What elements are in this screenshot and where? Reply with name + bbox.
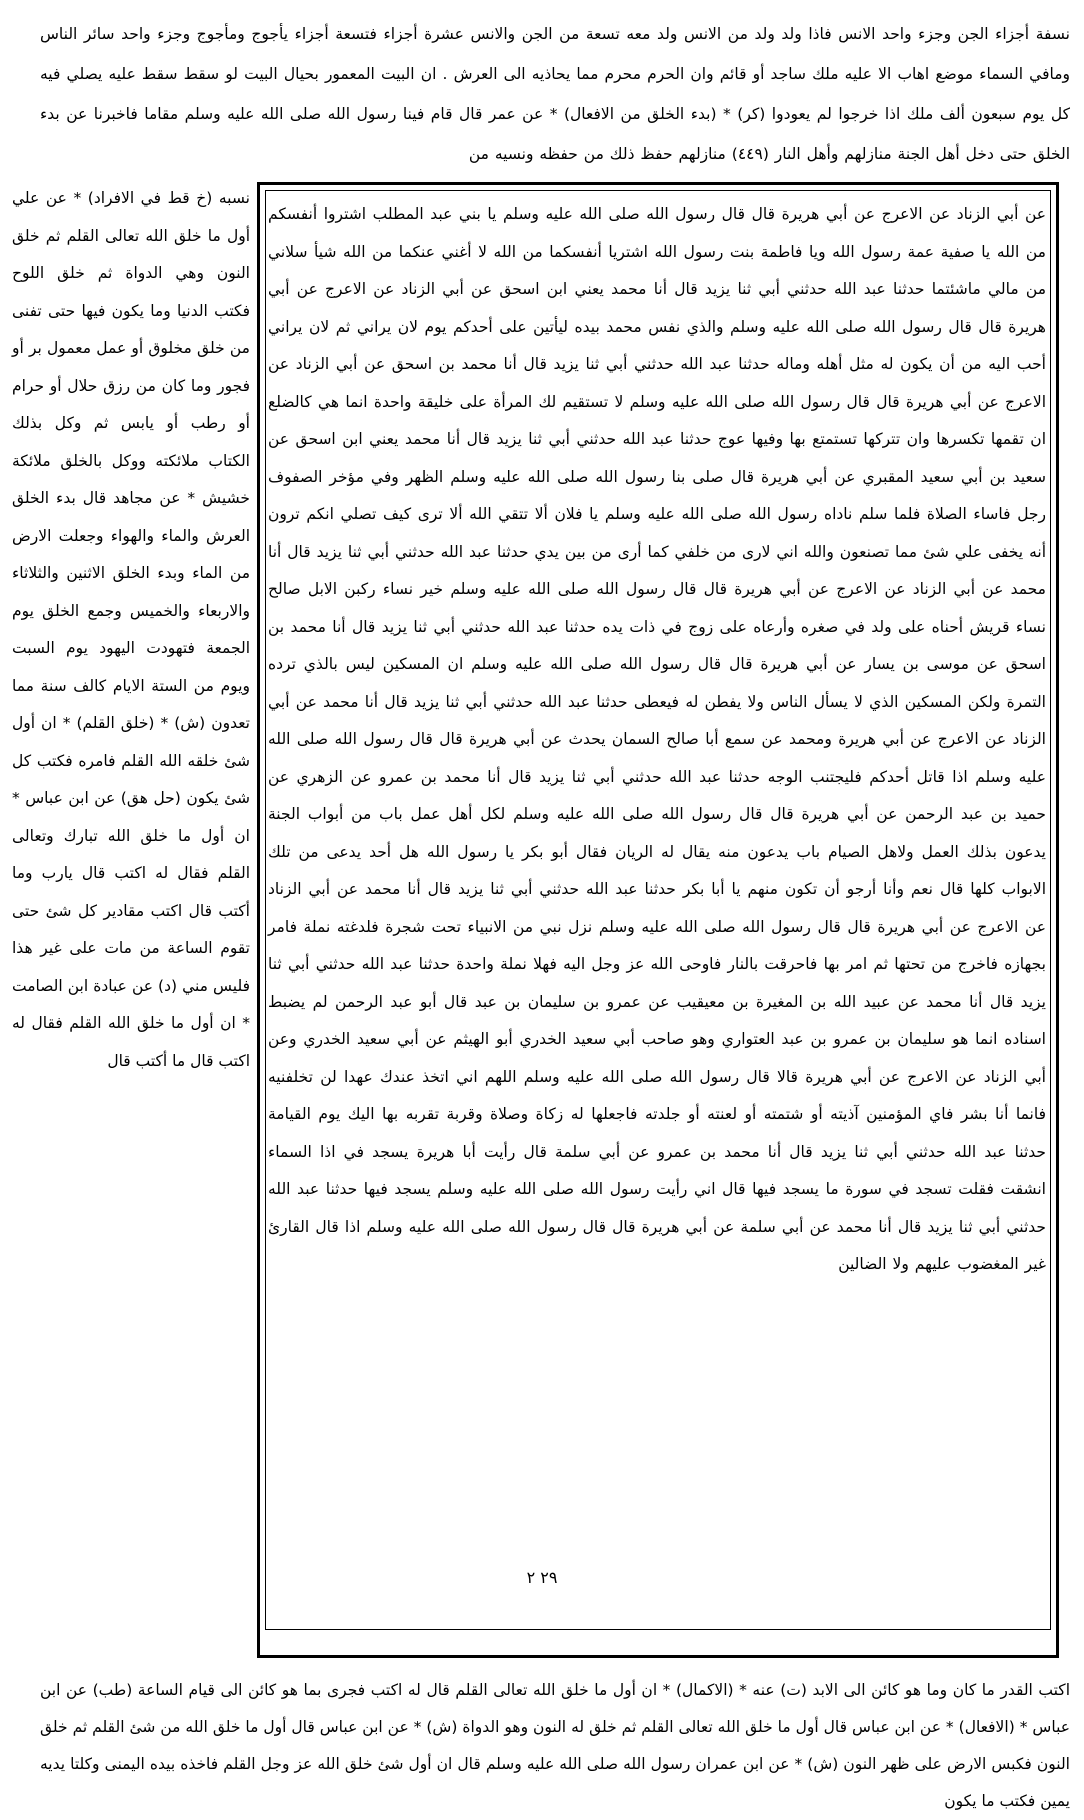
- bottom-commentary-text: اكتب القدر ما كان وما هو كائن الى الابد (ت) عنه * (الاكمال) * ان أول ما خلق الله تعالى القلم قال له اكتب فجرى بما هو كائن الى قيام الساعة (طب) عن ابن عباس * (الافعال) * عن ابن عباس قال أول ما خلق الله تعالى القلم ثم خلق له النون وهو الدواة (ش) * عن ابن عباس قال أول ما خلق الله من شئ القلم ثم خلق النون فكبس الارض على ظهر النون (ش) * عن ابن عمران رسول الله صلى الله عليه وسلم قال ان أول شئ خلق الله عز وجل القلم فاخذه بيده اليمنى وكلتا يديه يمين فكتب ما يكون: [40, 1681, 1070, 1810]
- margin-commentary-text: نسبه (خ قط في الافراد) * عن علي أول ما خلق الله تعالى القلم ثم خلق النون وهي الدواة ثم خلق اللوح فكتب الدنيا وما يكون فيها حتى تفنى من خلق مخلوق أو عمل معمول بر أو فجور وما كان من رزق حلال أو حرام أو رطب أو يابس ثم وكل بذلك الكتاب ملائكته ووكل بالخلق ملائكة خشيش * عن مجاهد قال بدء الخلق العرش والماء والهواء وجعلت الارض من الماء وبدء الخلق الاثنين والثلاثاء والاربعاء والخميس وجمع الخلق يوم الجمعة فتهودت اليهود يوم السبت ويوم من الستة الايام كالف سنة مما تعدون (ش) * (خلق القلم) * ان أول شئ خلقه الله القلم فامره فكتب كل شئ يكون (حل هق) عن ابن عباس * ان أول ما خلق الله تبارك وتعالى القلم فقال له اكتب قال يارب وما أكتب قال اكتب مقادير كل شئ حتى تقوم الساعة من مات على غير هذا فليس مني (د) عن عبادة ابن الصامت * ان أول ما خلق الله القلم فقال له اكتب قال ما أكتب قال: [12, 189, 250, 1070]
- main-hadith-text: عن أبي الزناد عن الاعرج عن أبي هريرة قال قال رسول الله صلى الله عليه وسلم يا بني عبد المطلب اشتروا أنفسكم من الله يا صفية عمة رسول الله ويا فاطمة بنت رسول الله اشتريا أنفسكما من الله لا أغني عنكما من الله شيأ سلاني من مالي ماشئتما حدثنا عبد الله حدثني أبي ثنا يزيد قال أنا محمد يعني ابن اسحق عن أبي الزناد عن الاعرج عن أبي هريرة قال قال رسول الله صلى الله عليه وسلم والذي نفس محمد بيده ليأتين على أحدكم يوم لان يراني ثم لان يراني أحب اليه من أن يكون له مثل أهله وماله حدثنا عبد الله حدثني أبي ثنا يزيد قال أنا محمد بن اسحق عن أبي الزناد عن الاعرج عن أبي هريرة قال قال رسول الله صلى الله عليه وسلم لا تستقيم لك المرأة على خليقة واحدة انما هي كالضلع ان تقمها تكسرها وان تتركها تستمتع بها وفيها عوج حدثنا عبد الله حدثني أبي ثنا يزيد قال أنا محمد يعني ابن اسحق عن سعيد بن أبي سعيد المقبري عن أبي هريرة قال صلى بنا رسول الله صلى الله عليه وسلم الظهر وفي مؤخر الصفوف رجل فاساء الصلاة فلما سلم ناداه رسول الله صلى الله عليه وسلم يا فلان ألا تتقي الله ألا ترى كيف تصلي انكم ترون أنه يخفى علي شئ مما تصنعون والله اني لارى من خلفي كما أرى من بين يدي حدثنا عبد الله حدثني أبي ثنا يزيد قال أنا محمد عن أبي الزناد عن الاعرج عن أبي هريرة قال قال رسول الله صلى الله عليه وسلم خير نساء ركبن الابل صالح نساء قريش أحناه على ولد في صغره وأرعاه على زوج في ذات يده حدثنا عبد الله حدثني أبي ثنا يزيد قال أنا محمد بن اسحق عن موسى بن يسار عن أبي هريرة قال قال رسول الله صلى الله عليه وسلم ان المسكين ليس بالذي ترده التمرة ولكن المسكين الذي لا يسأل الناس ولا يفطن له فيعطى حدثنا عبد الله حدثني أبي ثنا يزيد قال أنا محمد عن أبي الزناد عن الاعرج عن أبي هريرة ومحمد عن سمع أبا صالح السمان يحدث عن أبي هريرة قال قال رسول الله صلى الله عليه وسلم اذا قاتل أحدكم فليجتنب الوجه حدثنا عبد الله حدثني أبي ثنا يزيد قال أنا محمد بن عمرو عن الزهري عن حميد بن عبد الرحمن عن أبي هريرة قال قال رسول الله صلى الله عليه وسلم لكل أهل عمل باب من أبواب الجنة يدعون بذلك العمل ولاهل الصيام باب يدعون منه يقال له الريان فقال أبو بكر يا رسول الله هل أحد يدعى من تلك الابواب كلها قال نعم وأنا أرجو أن تكون منهم يا أبا بكر حدثنا عبد الله حدثني أبي ثنا يزيد قال أنا محمد عن أبي الزناد عن الاعرج عن أبي هريرة قال قال رسول الله صلى الله عليه وسلم نزل نبي من الانبياء تحت شجرة فلدغته نملة فامر بجهازه فاخرج من تحتها ثم امر بها فاحرقت بالنار فاوحى الله عز وجل اليه فهلا نملة واحدة حدثنا عبد الله حدثني أبي ثنا يزيد قال أنا محمد عن عبيد الله بن المغيرة بن معيقيب عن عمرو بن سليمان بن عبد قال أبو عبد الرحمن لم يضبط اسناده انما هو سليمان بن عمرو بن عبد العتواري وهو صاحب أبي سعيد الخدري أبو الهيثم عن أبي سعيد الخدري وعن أبي الزناد عن الاعرج عن أبي هريرة قالا قال رسول الله صلى الله عليه وسلم اللهم اني اتخذ عندك عهدا لن تخلفنيه فانما أنا بشر فاي المؤمنين آذيته أو شتمته أو لعنته أو جلدته فاجعلها له زكاة وصلاة وقربة تقربه بها اليك يوم القيامة حدثنا عبد الله حدثني أبي ثنا يزيد قال أنا محمد بن عمرو عن أبي سلمة قال رأيت أبا هريرة يسجد في اذا السماء انشقت فقلت تسجد في سورة ما يسجد فيها قال اني رأيت رسول الله صلى الله عليه وسلم يسجد فيها حدثنا عبد الله حدثني أبي ثنا يزيد قال أنا محمد عن أبي سلمة عن أبي هريرة قال قال رسول الله صلى الله عليه وسلم اذا قال القارئ غير المغضوب عليهم ولا الضالين: [268, 205, 1046, 1273]
- page-number: ٢٩ ٢: [526, 1568, 558, 1587]
- top-commentary-text: نسفة أجزاء الجن وجزء واحد الانس فاذا ولد ولد من الانس ولد معه تسعة من الجن والانس عشرة أجزاء فتسعة أجزاء يأجوج ومأجوج وجزء واحد سائر الناس ومافي السماء موضع اهاب الا عليه ملك ساجد أو قائم وان الحرم محرم مما يحاذيه الى العرش . ان البيت المعمور بحيال البيت لو سقط سقط عليه يصلي فيه كل يوم سبعون ألف ملك اذا خرجوا لم يعودوا (كر) * (بدء الخلق من الافعال) * عن عمر قال قام فينا رسول الله صلى الله عليه وسلم مقاما فاخبرنا عن بدء الخلق حتى دخل أهل الجنة منازلهم وأهل النار (٤٤٩) منازلهم حفظ ذلك من حفظه ونسيه من: [40, 25, 1070, 163]
